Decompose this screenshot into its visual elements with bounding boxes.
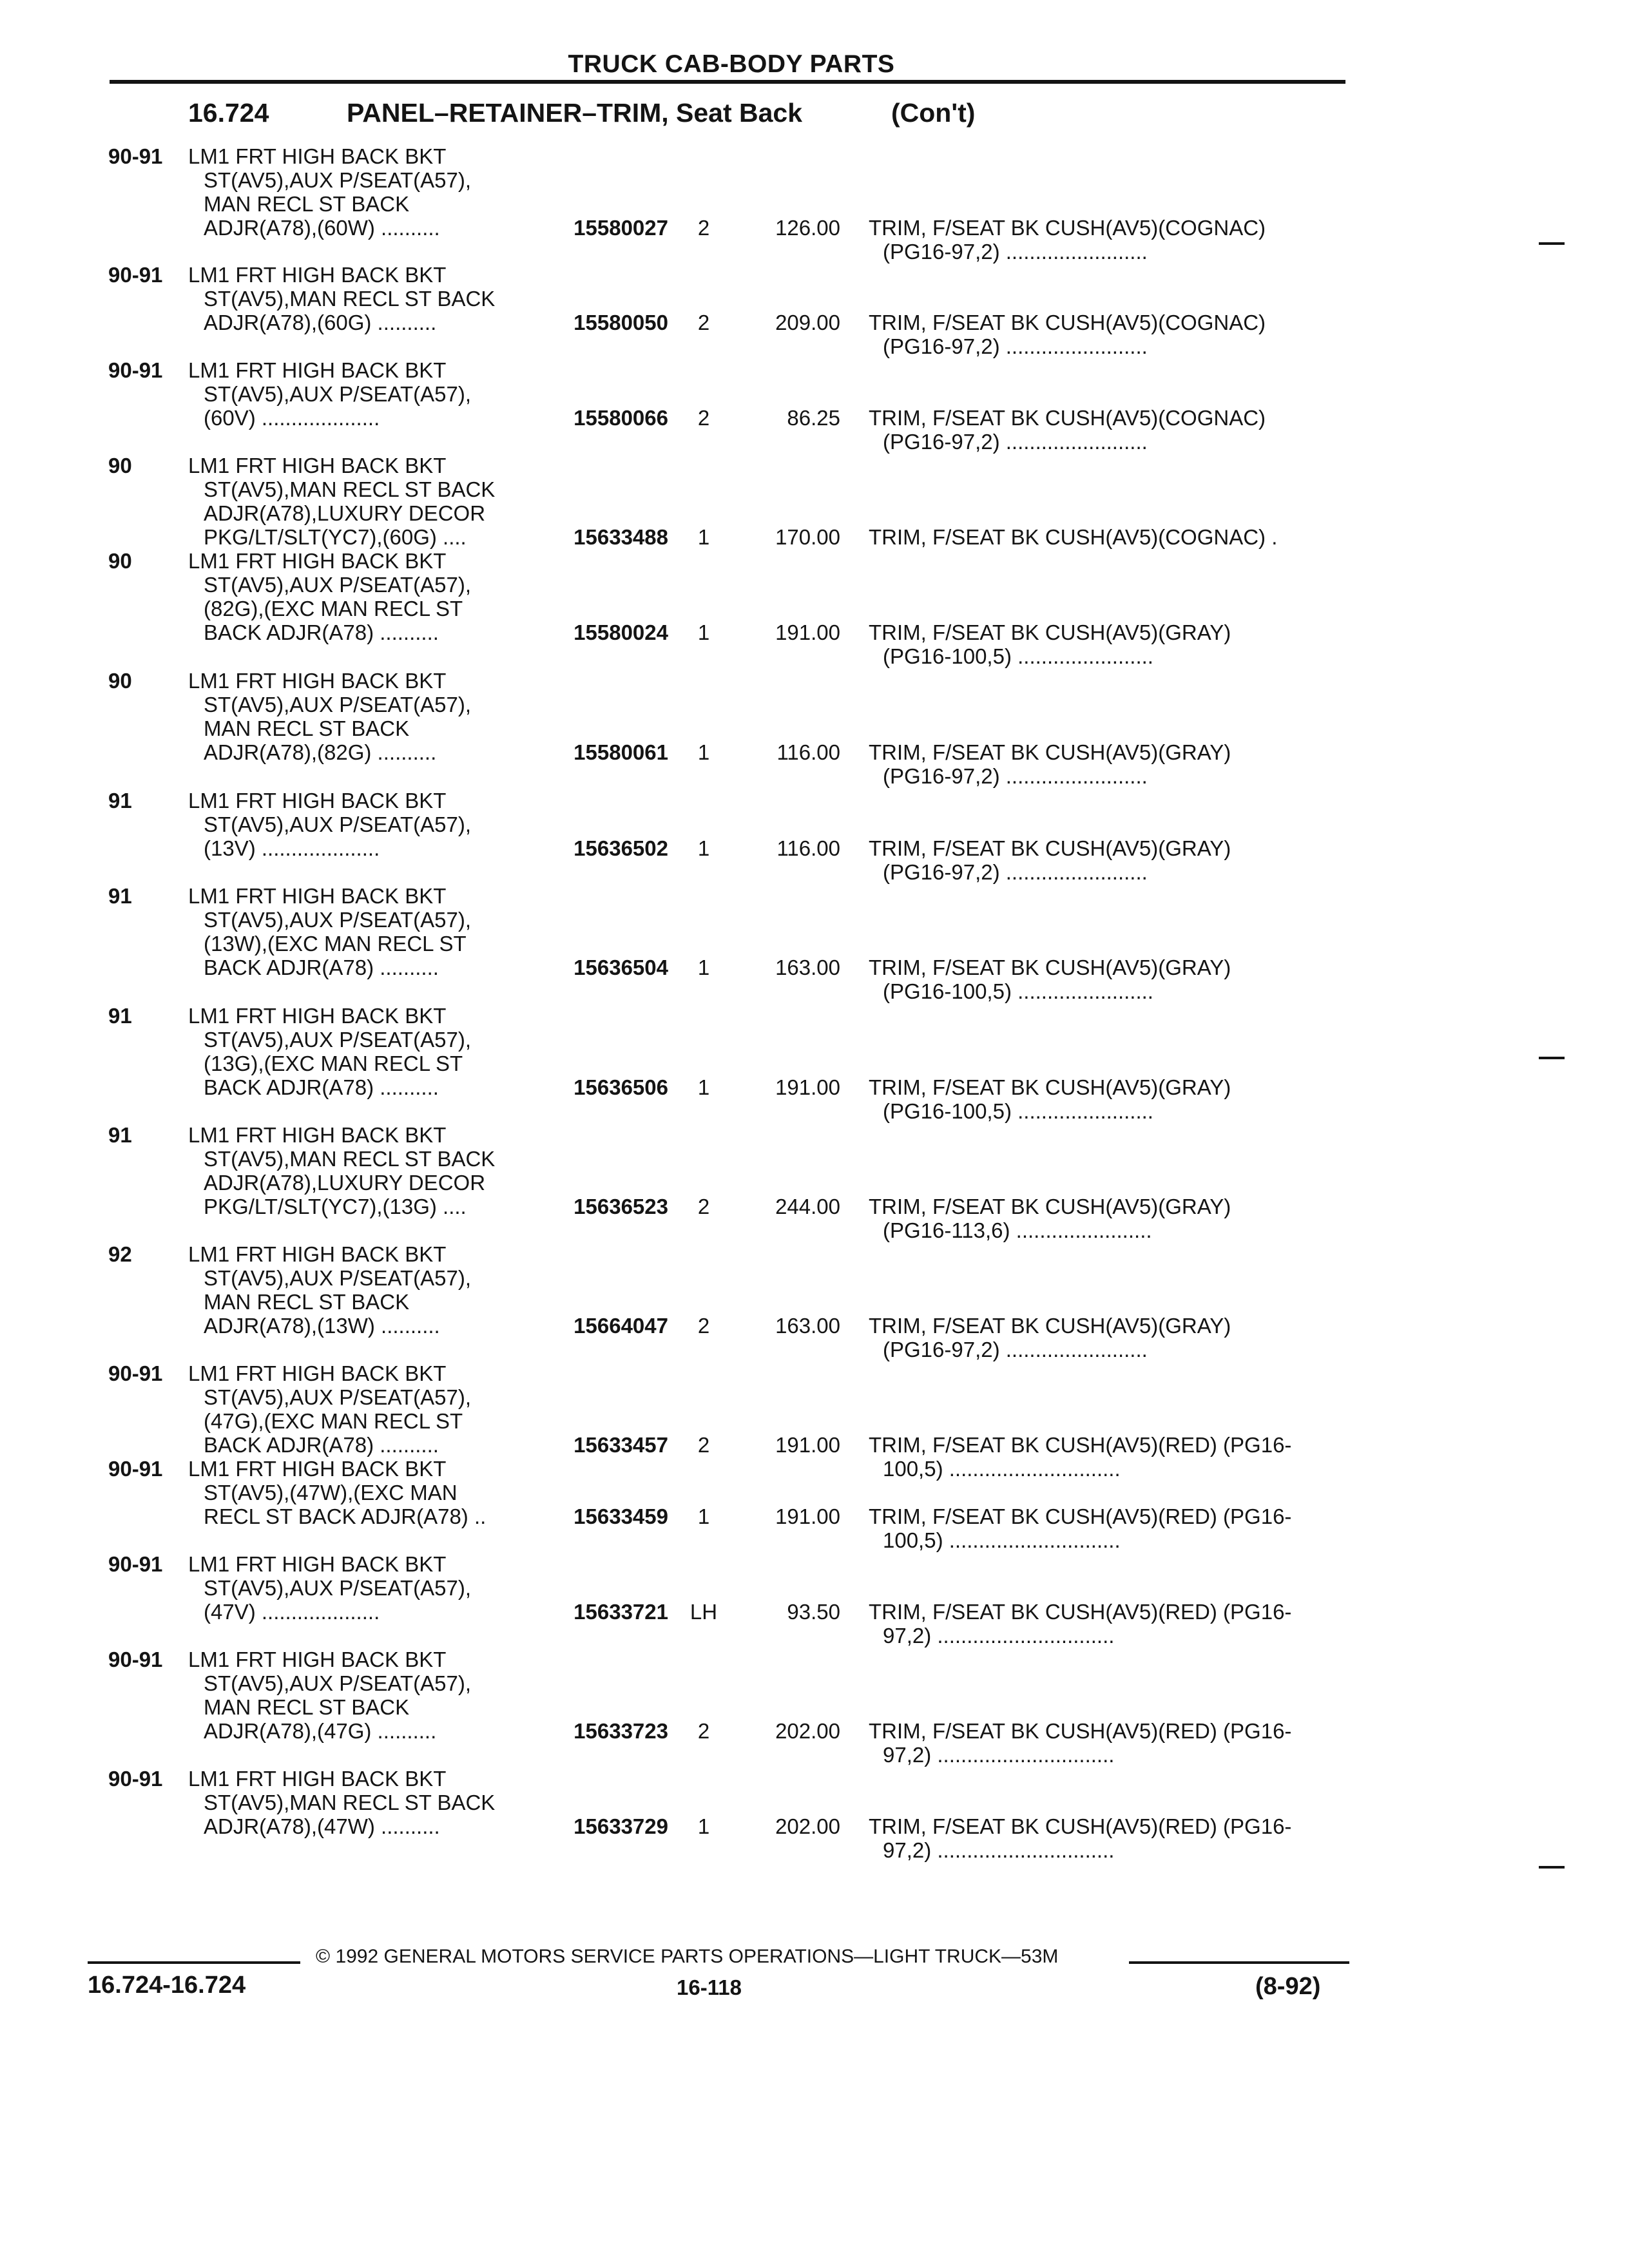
note-line: (PG16-97,2) ........................ [883,860,1148,884]
note-line: TRIM, F/SEAT BK CUSH(AV5)(RED) (PG16- [869,1719,1292,1743]
entry-model-years: 91 [108,1004,132,1028]
description-line: MAN RECL ST BACK [204,1695,410,1719]
note-line: TRIM, F/SEAT BK CUSH(AV5)(GRAY) [869,740,1231,764]
description-line: (47G),(EXC MAN RECL ST [204,1409,463,1433]
description-line: LM1 FRT HIGH BACK BKT [188,669,447,693]
entry-quantity: 2 [697,1195,710,1218]
entry-price: 116.00 [776,836,840,860]
entry-part-number: 15636523 [574,1195,668,1218]
description-line: ST(AV5),AUX P/SEAT(A57), [204,1266,472,1290]
section-continued: (Con't) [891,98,976,128]
entry-price: 126.00 [775,216,840,240]
note-line: 97,2) .............................. [883,1743,1115,1767]
entry-trim-note [869,1814,1291,1862]
entry-part-number: 15580024 [574,620,668,644]
description-line: MAN RECL ST BACK [204,192,410,216]
description-line: (47V) .................... [204,1600,380,1624]
entry-price: 93.50 [787,1600,840,1624]
entry-price: 191.00 [775,1075,840,1099]
entry-description [188,669,471,764]
entry-model-years: 90 [108,669,132,693]
description-line: ADJR(A78),(82G) .......... [204,740,437,764]
entry-quantity: 1 [697,740,710,764]
entry-trim-note [869,311,1266,358]
entry-model-years: 90-91 [108,1552,163,1576]
entry-part-number: 15580050 [574,311,668,334]
note-line: TRIM, F/SEAT BK CUSH(AV5)(COGNAC) . [869,525,1278,549]
margin-tick [1539,1057,1565,1059]
entry-part-number: 15636502 [574,836,668,860]
entry-trim-note [869,1719,1291,1767]
entry-model-years: 91 [108,789,132,812]
description-line: ADJR(A78),(47G) .......... [204,1719,437,1743]
description-line: ST(AV5),(47W),(EXC MAN [204,1481,458,1504]
entry-quantity: 1 [697,620,710,644]
description-line: ST(AV5),AUX P/SEAT(A57), [204,573,472,597]
note-line: TRIM, F/SEAT BK CUSH(AV5)(GRAY) [869,620,1231,644]
entry-part-number: 15633457 [574,1433,668,1457]
description-line: ADJR(A78),(60G) .......... [204,311,437,334]
description-line: LM1 FRT HIGH BACK BKT [188,884,447,908]
entry-trim-note [869,1314,1231,1361]
entry-description [188,1648,471,1743]
entry-description [188,1123,495,1218]
entry-model-years: 90-91 [108,358,163,382]
description-line: ST(AV5),AUX P/SEAT(A57), [204,1385,472,1409]
note-line: 100,5) ............................. [883,1457,1121,1481]
entry-price: 86.25 [787,406,840,430]
entry-description [188,1457,486,1528]
description-line: ST(AV5),MAN RECL ST BACK [204,1147,496,1171]
note-line: (PG16-100,5) ....................... [883,644,1153,668]
entry-quantity: 2 [697,216,710,240]
footer-rule-right [1129,1961,1349,1964]
entry-quantity: 2 [697,406,710,430]
description-line: LM1 FRT HIGH BACK BKT [188,1361,447,1385]
description-line: ST(AV5),AUX P/SEAT(A57), [204,812,472,836]
entry-description [188,1552,471,1624]
description-line: LM1 FRT HIGH BACK BKT [188,1004,447,1028]
note-line: (PG16-100,5) ....................... [883,1099,1153,1123]
description-line: PKG/LT/SLT(YC7),(60G) .... [204,525,467,549]
entry-model-years: 90-91 [108,1361,163,1385]
description-line: LM1 FRT HIGH BACK BKT [188,263,447,287]
description-line: BACK ADJR(A78) .......... [204,956,439,979]
entry-model-years: 91 [108,884,132,908]
footer-copyright: © 1992 GENERAL MOTORS SERVICE PARTS OPERATIONS—LIGHT TRUCK—53M [316,1946,1059,1967]
description-line: LM1 FRT HIGH BACK BKT [188,1457,447,1481]
description-line: ST(AV5),AUX P/SEAT(A57), [204,908,472,932]
entry-part-number: 15580027 [574,216,668,240]
entry-description [188,1242,471,1338]
entry-description [188,144,471,240]
description-line: LM1 FRT HIGH BACK BKT [188,549,447,573]
entry-trim-note [869,406,1266,454]
entry-price: 170.00 [775,525,840,549]
entry-price: 191.00 [775,1504,840,1528]
entry-trim-note [869,956,1231,1003]
note-line: (PG16-113,6) ....................... [883,1218,1152,1242]
footer-section-range: 16.724-16.724 [88,1972,246,1999]
note-line: TRIM, F/SEAT BK CUSH(AV5)(RED) (PG16- [869,1600,1292,1624]
description-line: ADJR(A78),(13W) .......... [204,1314,440,1338]
entry-description [188,549,471,644]
description-line: ST(AV5),AUX P/SEAT(A57), [204,693,472,716]
description-line: ST(AV5),MAN RECL ST BACK [204,477,496,501]
description-line: LM1 FRT HIGH BACK BKT [188,1552,447,1576]
description-line: MAN RECL ST BACK [204,1290,410,1314]
description-line: LM1 FRT HIGH BACK BKT [188,1648,447,1671]
entry-quantity: LH [689,1600,718,1624]
description-line: LM1 FRT HIGH BACK BKT [188,454,447,477]
description-line: ST(AV5),MAN RECL ST BACK [204,287,496,311]
description-line: ST(AV5),AUX P/SEAT(A57), [204,1028,472,1052]
note-line: TRIM, F/SEAT BK CUSH(AV5)(RED) (PG16- [869,1504,1292,1528]
entry-model-years: 90 [108,549,132,573]
entry-trim-note [869,1504,1291,1552]
description-line: MAN RECL ST BACK [204,716,410,740]
entry-model-years: 90-91 [108,1457,163,1481]
entry-model-years: 91 [108,1123,132,1147]
description-line: ADJR(A78),(47W) .......... [204,1814,440,1838]
note-line: (PG16-97,2) ........................ [883,334,1148,358]
description-line: ST(AV5),AUX P/SEAT(A57), [204,1671,472,1695]
entry-trim-note [869,740,1231,788]
description-line: ST(AV5),AUX P/SEAT(A57), [204,168,472,192]
footer-date: (8-92) [1255,1973,1321,2000]
entry-quantity: 2 [697,1433,710,1457]
entry-trim-note [869,1195,1231,1242]
entry-price: 209.00 [775,311,840,334]
note-line: (PG16-100,5) ....................... [883,979,1153,1003]
description-line: ST(AV5),AUX P/SEAT(A57), [204,1576,472,1600]
section-number: 16.724 [188,98,269,128]
note-line: TRIM, F/SEAT BK CUSH(AV5)(GRAY) [869,1195,1231,1218]
entry-quantity: 2 [697,1719,710,1743]
entry-quantity: 1 [697,525,710,549]
description-line: (13G),(EXC MAN RECL ST [204,1052,463,1075]
entry-price: 163.00 [775,956,840,979]
description-line: ADJR(A78),LUXURY DECOR [204,501,486,525]
description-line: LM1 FRT HIGH BACK BKT [188,1123,447,1147]
entry-price: 163.00 [775,1314,840,1338]
note-line: TRIM, F/SEAT BK CUSH(AV5)(GRAY) [869,1314,1231,1338]
description-line: LM1 FRT HIGH BACK BKT [188,1767,447,1791]
note-line: (PG16-97,2) ........................ [883,240,1148,264]
description-line: LM1 FRT HIGH BACK BKT [188,144,447,168]
description-line: ADJR(A78),LUXURY DECOR [204,1171,486,1195]
entry-model-years: 90-91 [108,1767,163,1791]
entry-trim-note [869,836,1231,884]
entry-quantity: 1 [697,1814,710,1838]
entry-part-number: 15633723 [574,1719,668,1743]
entry-quantity: 1 [697,1504,710,1528]
entry-trim-note [869,1433,1291,1481]
note-line: (PG16-97,2) ........................ [883,1338,1148,1361]
description-line: LM1 FRT HIGH BACK BKT [188,358,447,382]
note-line: TRIM, F/SEAT BK CUSH(AV5)(GRAY) [869,836,1231,860]
description-line: BACK ADJR(A78) .......... [204,620,439,644]
entry-description [188,1767,495,1838]
entry-part-number: 15633729 [574,1814,668,1838]
margin-tick [1539,1866,1565,1869]
note-line: TRIM, F/SEAT BK CUSH(AV5)(RED) (PG16- [869,1814,1292,1838]
entry-part-number: 15636506 [574,1075,668,1099]
entry-part-number: 15633488 [574,525,668,549]
page-title: TRUCK CAB-BODY PARTS [568,50,895,78]
entry-price: 202.00 [775,1719,840,1743]
entry-model-years: 90-91 [108,263,163,287]
entry-description [188,454,495,549]
entry-trim-note [869,525,1277,549]
note-line: TRIM, F/SEAT BK CUSH(AV5)(COGNAC) [869,406,1266,430]
description-line: (13V) .................... [204,836,380,860]
note-line: TRIM, F/SEAT BK CUSH(AV5)(GRAY) [869,1075,1231,1099]
entry-quantity: 2 [697,311,710,334]
entry-model-years: 90-91 [108,1648,163,1671]
description-line: BACK ADJR(A78) .......... [204,1075,439,1099]
description-line: BACK ADJR(A78) .......... [204,1433,439,1457]
note-line: (PG16-97,2) ........................ [883,764,1148,788]
description-line: LM1 FRT HIGH BACK BKT [188,789,447,812]
description-line: (13W),(EXC MAN RECL ST [204,932,467,956]
entry-quantity: 1 [697,956,710,979]
description-line: ST(AV5),MAN RECL ST BACK [204,1791,496,1814]
entry-description [188,884,471,979]
entry-quantity: 2 [697,1314,710,1338]
entry-description [188,1361,471,1457]
description-line: LM1 FRT HIGH BACK BKT [188,1242,447,1266]
entry-description [188,263,495,334]
note-line: TRIM, F/SEAT BK CUSH(AV5)(RED) (PG16- [869,1433,1292,1457]
entry-description [188,1004,471,1099]
title-rule [110,80,1345,84]
note-line: TRIM, F/SEAT BK CUSH(AV5)(COGNAC) [869,216,1266,240]
entry-model-years: 92 [108,1242,132,1266]
description-line: (82G),(EXC MAN RECL ST [204,597,463,620]
entry-price: 191.00 [775,1433,840,1457]
description-line: PKG/LT/SLT(YC7),(13G) .... [204,1195,467,1218]
note-line: (PG16-97,2) ........................ [883,430,1148,454]
entry-part-number: 15580061 [574,740,668,764]
note-line: 97,2) .............................. [883,1624,1115,1648]
entry-price: 202.00 [775,1814,840,1838]
entry-part-number: 15636504 [574,956,668,979]
note-line: TRIM, F/SEAT BK CUSH(AV5)(GRAY) [869,956,1231,979]
entry-trim-note [869,620,1231,668]
entry-price: 116.00 [776,740,840,764]
section-name: PANEL–RETAINER–TRIM, Seat Back [347,98,803,128]
entry-price: 244.00 [775,1195,840,1218]
entry-price: 191.00 [775,620,840,644]
entry-model-years: 90-91 [108,144,163,168]
entry-part-number: 15633459 [574,1504,668,1528]
description-line: ADJR(A78),(60W) .......... [204,216,440,240]
note-line: 100,5) ............................. [883,1528,1121,1552]
description-line: RECL ST BACK ADJR(A78) .. [204,1504,487,1528]
entry-trim-note [869,216,1266,264]
entry-trim-note [869,1600,1291,1648]
entry-model-years: 90 [108,454,132,477]
entry-quantity: 1 [697,836,710,860]
footer-rule-left [88,1961,300,1964]
note-line: TRIM, F/SEAT BK CUSH(AV5)(COGNAC) [869,311,1266,334]
entry-description [188,358,471,430]
footer-page-number: 16-118 [677,1975,742,1999]
description-line: ST(AV5),AUX P/SEAT(A57), [204,382,472,406]
entry-part-number: 15580066 [574,406,668,430]
entry-part-number: 15633721 [574,1600,668,1624]
entry-trim-note [869,1075,1231,1123]
margin-tick [1539,242,1565,245]
note-line: 97,2) .............................. [883,1838,1115,1862]
entry-quantity: 1 [697,1075,710,1099]
description-line: (60V) .................... [204,406,380,430]
entry-description [188,789,471,860]
entry-part-number: 15664047 [574,1314,668,1338]
